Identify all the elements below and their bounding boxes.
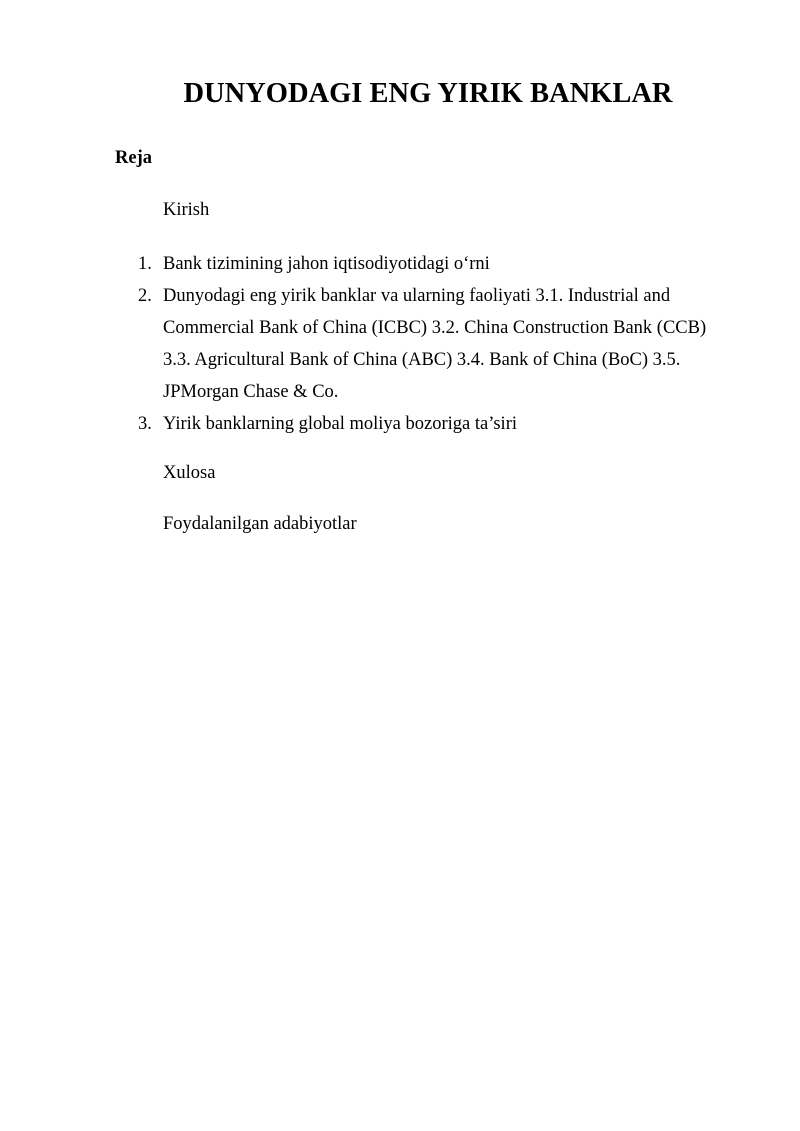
outline-item-text: Dunyodagi eng yirik banklar va ularning faoliyati 3.1. Industrial and Commercial Bank of China (ICBC) 3.2. China Construction Bank (CCB) 3.3. Agricultural Bank of China (ABC) 3.4. Bank of China (BoC) 3.5. JPMorgan Chase & Co. (163, 286, 707, 402)
outline-item-2 (0, 280, 733, 408)
outline-item-3 (0, 408, 733, 440)
document-title: DUNYODAGI ENG YIRIK BANKLAR (183, 78, 673, 109)
references-line: Foydalanilgan adabiyotlar (163, 514, 357, 534)
outline-heading: Reja (115, 148, 152, 168)
outline-item-1 (0, 248, 733, 280)
outline-item-text: Bank tizimining jahon iqtisodiyotidagi o‘rni (163, 254, 490, 274)
outline-item-number: 1. (138, 254, 152, 274)
outline-list (0, 248, 800, 440)
outline-item-text: Yirik banklarning global moliya bozoriga ta’siri (163, 414, 517, 434)
outline-item-number: 2. (138, 286, 152, 306)
intro-line: Kirish (163, 200, 210, 220)
outline-item-number: 3. (138, 414, 152, 434)
conclusion-line: Xulosa (163, 463, 216, 483)
